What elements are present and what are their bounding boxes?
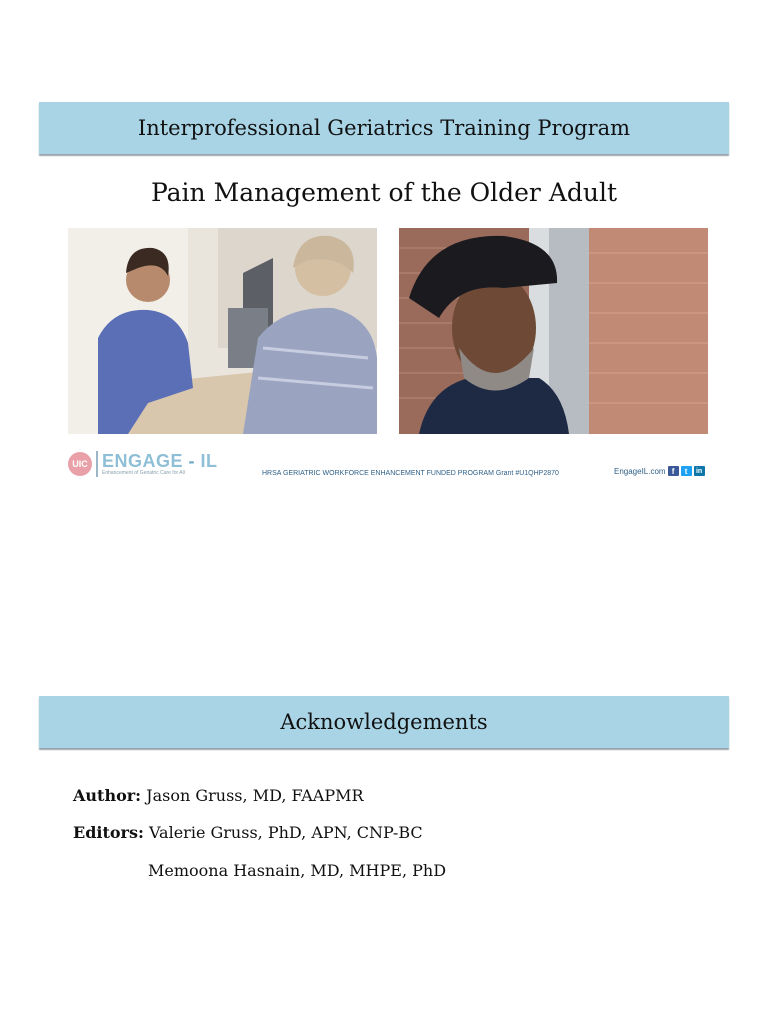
site-links	[614, 466, 705, 476]
editors-line	[73, 823, 423, 842]
grant-text: HRSA GERIATRIC WORKFORCE ENHANCEMENT FUNDED PROGRAM Grant #U1QHP2870	[262, 470, 559, 477]
linkedin-icon[interactable]: in	[694, 466, 705, 476]
editor-name-2: Memoona Hasnain, MD, MHPE, PhD	[148, 861, 447, 880]
nurse-with-older-patient-photo	[68, 228, 377, 434]
editor-name: Valerie Gruss, PhD, APN, CNP-BC	[148, 823, 423, 842]
author-name: Jason Gruss, MD, FAAPMR	[146, 786, 364, 805]
site-link[interactable]: EngageIL.com	[614, 466, 666, 476]
program-banner	[39, 102, 729, 154]
document-title: Pain Management of the Older Adult	[150, 178, 618, 207]
older-man-in-cap-photo	[399, 228, 708, 434]
engage-il-logo	[68, 448, 218, 480]
logo-tagline: Enhancement of Geriatric Care for All	[102, 469, 185, 476]
uic-logo-badge: UIC	[68, 452, 92, 476]
logo-divider	[96, 451, 98, 477]
author-label: Author:	[73, 786, 142, 805]
editors-label: Editors:	[73, 823, 144, 842]
program-title: Interprofessional Geriatrics Training Program	[137, 116, 631, 140]
facebook-icon[interactable]: f	[668, 466, 679, 476]
logo-wordmark: ENGAGE - IL	[102, 450, 218, 471]
acknowledgements-heading: Acknowledgements	[280, 710, 488, 734]
twitter-icon[interactable]: t	[681, 466, 692, 476]
author-line	[73, 786, 364, 805]
acknowledgements-banner	[39, 696, 729, 748]
